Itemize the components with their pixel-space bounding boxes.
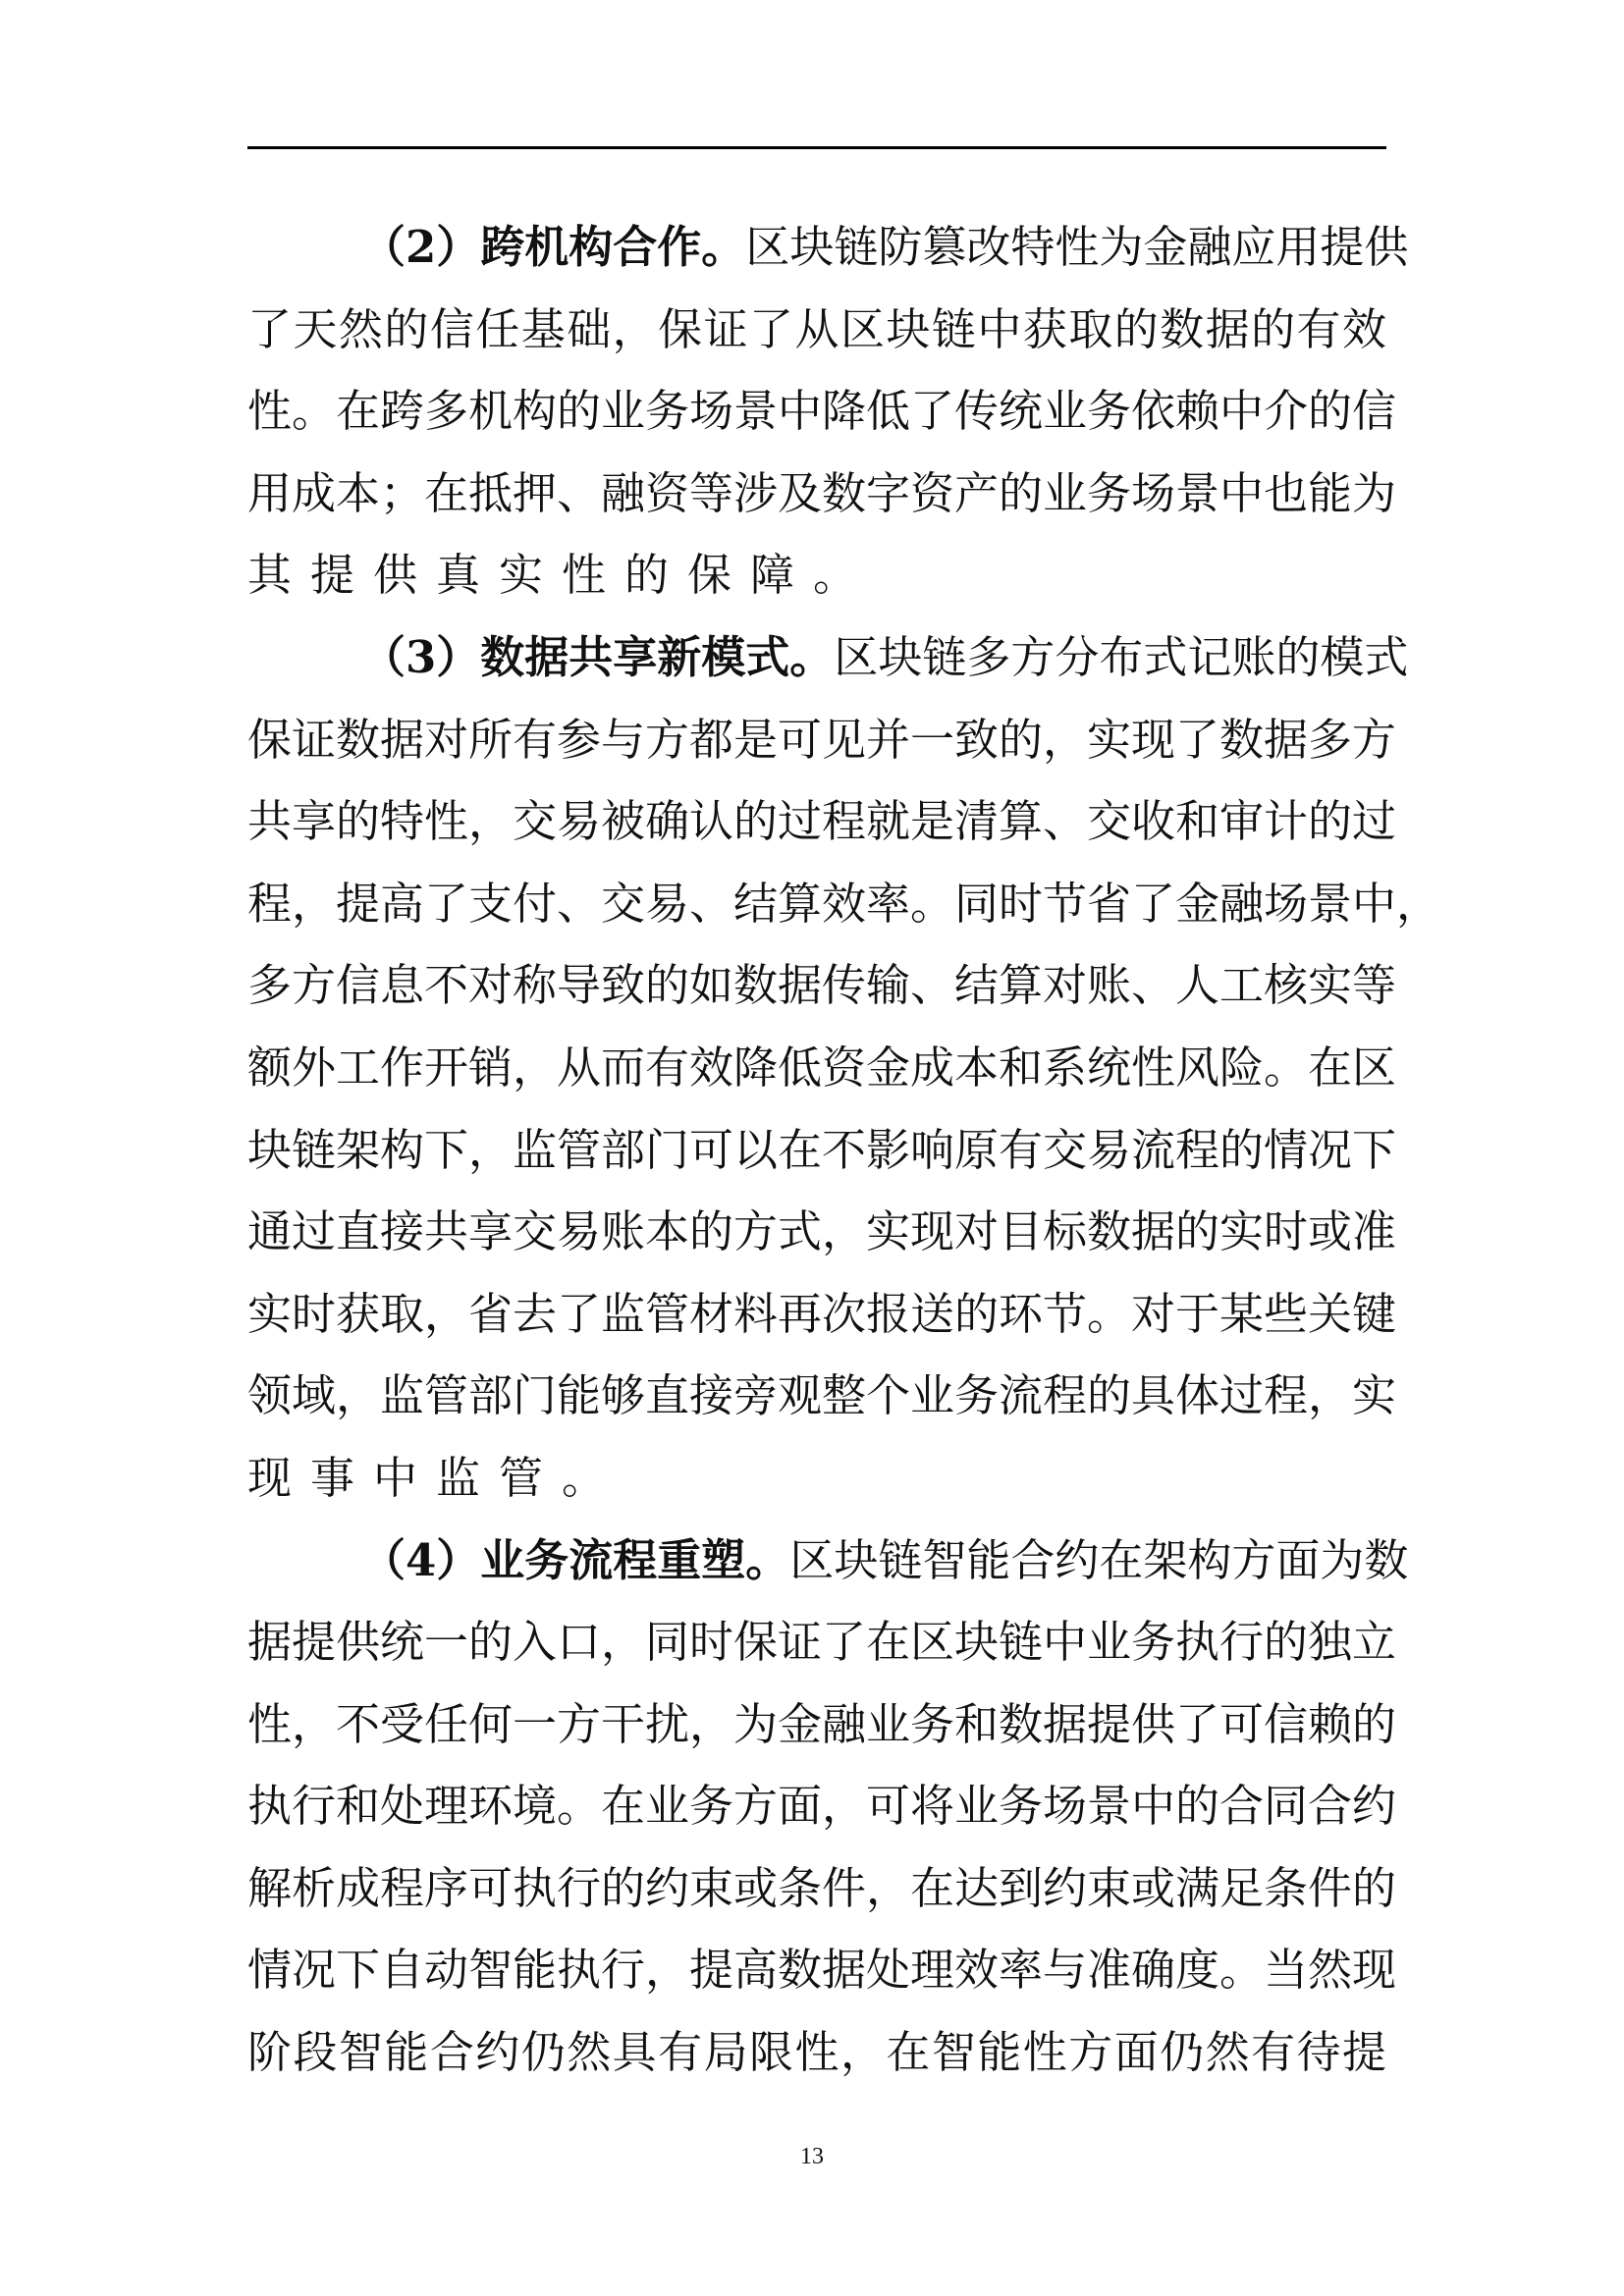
- paragraph: [247, 1520, 1409, 2094]
- text-line: [247, 534, 1386, 616]
- text-line: [247, 699, 1397, 781]
- line-text: 执行和处理环境。在业务方面，可将业务场景中的合同合约: [247, 1780, 1397, 1833]
- text-line: [247, 1273, 1397, 1356]
- text-line: [247, 1847, 1397, 1930]
- line-text: 领域，监管部门能够直接旁观整个业务流程的具体过程，实: [247, 1369, 1397, 1422]
- line-text: 现事中监管。: [247, 1451, 625, 1504]
- line-text: 用成本；在抵押、融资等涉及数字资产的业务场景中也能为: [247, 466, 1397, 519]
- text-line: [247, 1109, 1397, 1192]
- line-text: 多方信息不对称导致的如数据传输、结算对账、人工核实等: [247, 959, 1397, 1012]
- text-line: [247, 370, 1397, 453]
- text-line: [247, 1601, 1397, 1683]
- text-line: [247, 944, 1397, 1027]
- line-text: 保证数据对所有参与方都是可见并一致的，实现了数据多方: [247, 713, 1397, 766]
- text-line: [247, 780, 1397, 863]
- line-text: 了天然的信任基础，保证了从区块链中获取的数据的有效: [247, 302, 1386, 355]
- header-rule: [247, 146, 1386, 149]
- page-number: 13: [800, 2144, 824, 2169]
- line-text: 区块链智能合约在架构方面为数: [789, 1533, 1409, 1586]
- text-line: [247, 1520, 1409, 1602]
- paragraph-heading: （4）业务流程重塑。: [361, 1533, 790, 1586]
- text-line: [247, 289, 1386, 371]
- line-text: 块链架构下，监管部门可以在不影响原有交易流程的情况下: [247, 1123, 1397, 1176]
- text-line: [247, 863, 1441, 945]
- text-line: [247, 206, 1409, 289]
- line-text: 区块链防篡改特性为金融应用提供: [745, 221, 1409, 273]
- line-text: 额外工作开销，从而有效降低资金成本和系统性风险。在区: [247, 1041, 1397, 1094]
- line-text: 实时获取，省去了监管材料再次报送的环节。对于某些关键: [247, 1287, 1397, 1340]
- paragraph-heading: （3）数据共享新模式。: [361, 630, 835, 683]
- text-line: [247, 616, 1409, 699]
- text-line: [247, 1191, 1397, 1273]
- paragraph-heading: （2）跨机构合作。: [361, 221, 746, 273]
- line-text: 区块链多方分布式记账的模式: [834, 630, 1409, 683]
- paragraph: [247, 206, 1409, 616]
- line-text: 程，提高了支付、交易、结算效率。同时节省了金融场景中，: [247, 877, 1441, 930]
- line-text: 其提供真实性的保障。: [247, 549, 877, 602]
- line-text: 据提供统一的入口，同时保证了在区块链中业务执行的独立: [247, 1616, 1397, 1669]
- text-line: [247, 1929, 1397, 2011]
- line-text: 性。在跨多机构的业务场景中降低了传统业务依赖中介的信: [247, 385, 1397, 438]
- line-text: 阶段智能合约仍然具有局限性，在智能性方面仍然有待提: [247, 2026, 1386, 2079]
- text-line: [247, 1765, 1397, 1847]
- line-text: 情况下自动智能执行，提高数据处理效率与准确度。当然现: [247, 1944, 1397, 1997]
- text-line: [247, 1437, 1386, 1520]
- line-text: 通过直接共享交易账本的方式，实现对目标数据的实时或准: [247, 1205, 1397, 1258]
- text-line: [247, 453, 1397, 535]
- line-text: 性，不受任何一方干扰，为金融业务和数据提供了可信赖的: [247, 1697, 1397, 1750]
- line-text: 解析成程序可执行的约束或条件，在达到约束或满足条件的: [247, 1861, 1397, 1914]
- document-body: [247, 206, 1441, 2094]
- text-line: [247, 1355, 1397, 1437]
- text-line: [247, 2011, 1386, 2094]
- text-line: [247, 1027, 1397, 1109]
- paragraph: [247, 616, 1441, 1520]
- text-line: [247, 1683, 1397, 1766]
- line-text: 共享的特性，交易被确认的过程就是清算、交收和审计的过: [247, 795, 1397, 848]
